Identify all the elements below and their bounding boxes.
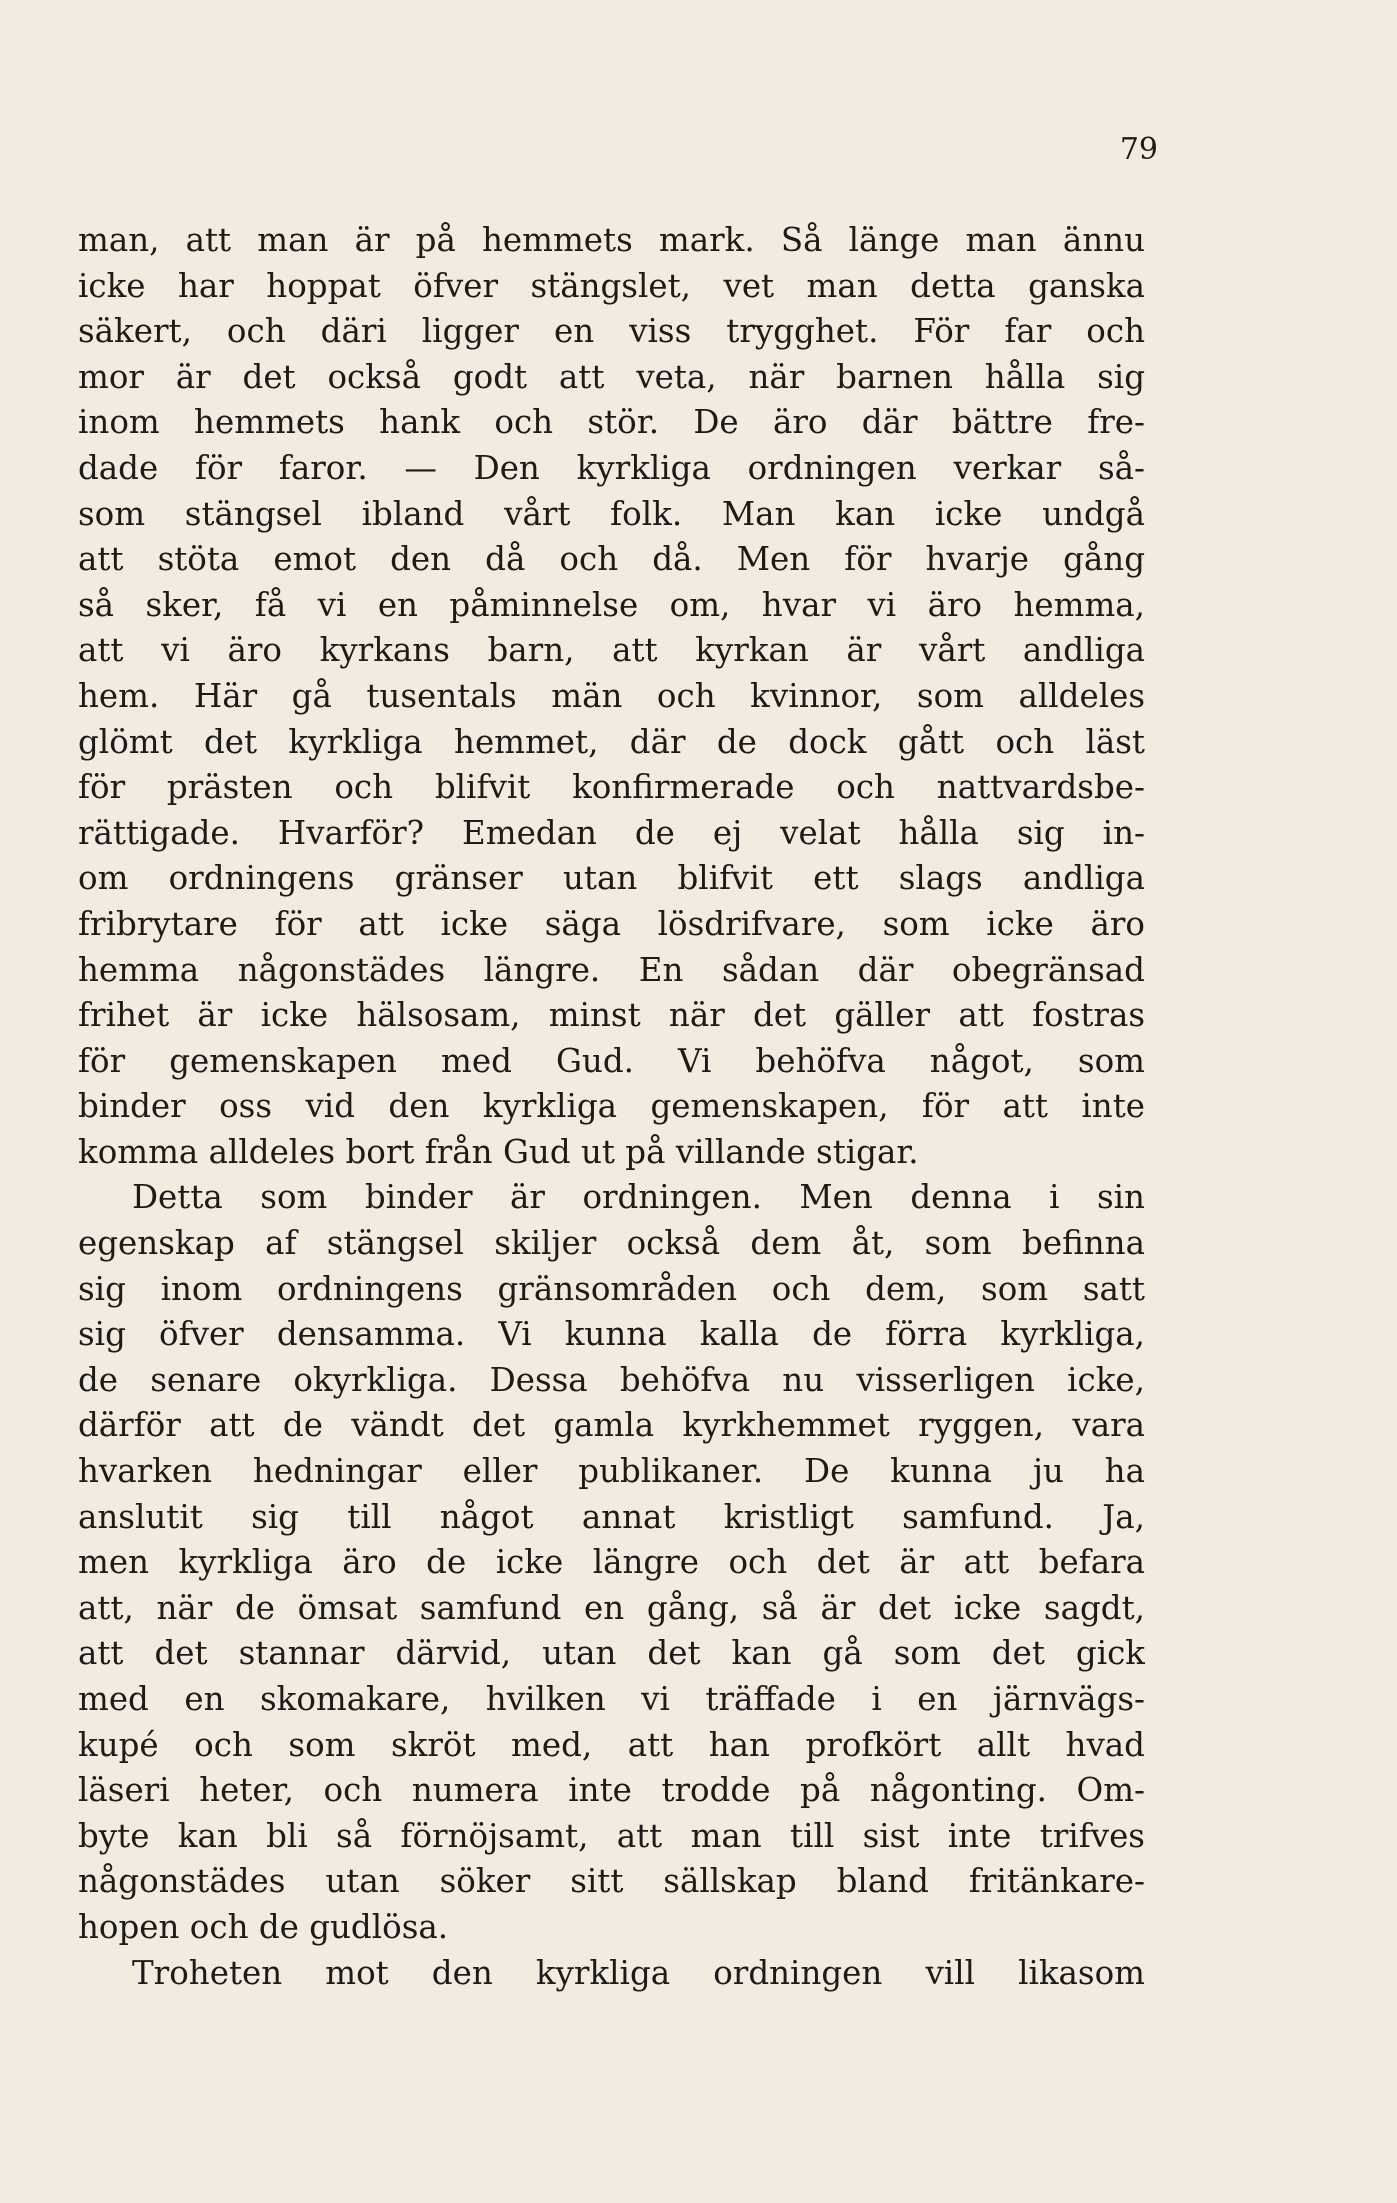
text-line: sig inom ordningens gränsområden och dem, som satt bbox=[78, 1269, 1145, 1308]
text-line: inom hemmets hank och stör. De äro där bättre fre- bbox=[78, 403, 1145, 442]
text-line: anslutit sig till något annat kristligt samfund. Ja, bbox=[78, 1497, 1145, 1536]
text-line: icke har hoppat öfver stängslet, vet man detta ganska bbox=[78, 266, 1145, 305]
text-line: därför att de vändt det gamla kyrkhemmet ryggen, vara bbox=[78, 1406, 1145, 1445]
text-line: kupé och som skröt med, att han profkört allt hvad bbox=[78, 1725, 1145, 1764]
text-line: Troheten mot den kyrkliga ordningen vill likasom bbox=[132, 1953, 1145, 1992]
text-line: de senare okyrkliga. Dessa behöfva nu visserligen icke, bbox=[78, 1360, 1145, 1399]
text-line: frihet är icke hälsosam, minst när det gäller att fostras bbox=[78, 996, 1145, 1035]
text-line: mor är det också godt att veta, när barnen hålla sig bbox=[78, 357, 1145, 396]
text-line: komma alldeles bort från Gud ut på villande stigar. bbox=[78, 1132, 919, 1171]
text-line: rättigade. Hvarför? Emedan de ej velat hålla sig in- bbox=[78, 813, 1145, 852]
text-line: sig öfver densamma. Vi kunna kalla de förra kyrkliga, bbox=[78, 1315, 1145, 1354]
text-line: så sker, få vi en påminnelse om, hvar vi äro hemma, bbox=[78, 585, 1145, 624]
text-line: hemma någonstädes längre. En sådan där obegränsad bbox=[78, 950, 1145, 989]
page-number: 79 bbox=[1119, 132, 1158, 167]
body-text bbox=[78, 218, 1145, 1996]
text-line: man, att man är på hemmets mark. Så länge man ännu bbox=[78, 221, 1145, 259]
text-line: men kyrkliga äro de icke längre och det är att befara bbox=[78, 1543, 1145, 1582]
text-line: läseri heter, och numera inte trodde på någonting. Om- bbox=[78, 1771, 1145, 1810]
text-line: att, när de ömsat samfund en gång, så är det icke sagdt, bbox=[78, 1588, 1145, 1627]
text-line: som stängsel ibland vårt folk. Man kan icke undgå bbox=[78, 494, 1145, 533]
text-line: om ordningens gränser utan blifvit ett slags andliga bbox=[78, 859, 1145, 898]
text-line: att vi äro kyrkans barn, att kyrkan är vårt andliga bbox=[78, 631, 1145, 670]
text-line: hem. Här gå tusentals män och kvinnor, som alldeles bbox=[78, 676, 1145, 715]
text-line: säkert, och däri ligger en viss trygghet. För far och bbox=[78, 312, 1145, 351]
text-line: byte kan bli så förnöjsamt, att man till sist inte trifves bbox=[78, 1816, 1145, 1855]
text-line: glömt det kyrkliga hemmet, där de dock gått och läst bbox=[78, 722, 1145, 761]
text-line: att stöta emot den då och då. Men för hvarje gång bbox=[78, 540, 1145, 579]
text-line: för prästen och blifvit konfirmerade och nattvardsbe- bbox=[78, 768, 1145, 807]
text-line: binder oss vid den kyrkliga gemenskapen, för att inte bbox=[78, 1087, 1145, 1126]
text-line: hopen och de gudlösa. bbox=[78, 1907, 449, 1946]
text-line: dade för faror. — Den kyrkliga ordningen verkar så- bbox=[78, 448, 1145, 487]
text-line: med en skomakare, hvilken vi träffade i en järnvägs- bbox=[78, 1680, 1145, 1718]
text-line: egenskap af stängsel skiljer också dem åt, som befinna bbox=[78, 1224, 1145, 1263]
text-line: hvarken hedningar eller publikaner. De kunna ju ha bbox=[78, 1452, 1145, 1491]
text-line: någonstädes utan söker sitt sällskap bland fritänkare- bbox=[78, 1862, 1145, 1901]
text-line: för gemenskapen med Gud. Vi behöfva något, som bbox=[78, 1041, 1145, 1080]
text-line: att det stannar därvid, utan det kan gå som det gick bbox=[78, 1634, 1145, 1673]
text-line: Detta som binder är ordningen. Men denna i sin bbox=[132, 1178, 1145, 1217]
text-line: fribrytare för att icke säga lösdrifvare, som icke äro bbox=[78, 904, 1145, 943]
